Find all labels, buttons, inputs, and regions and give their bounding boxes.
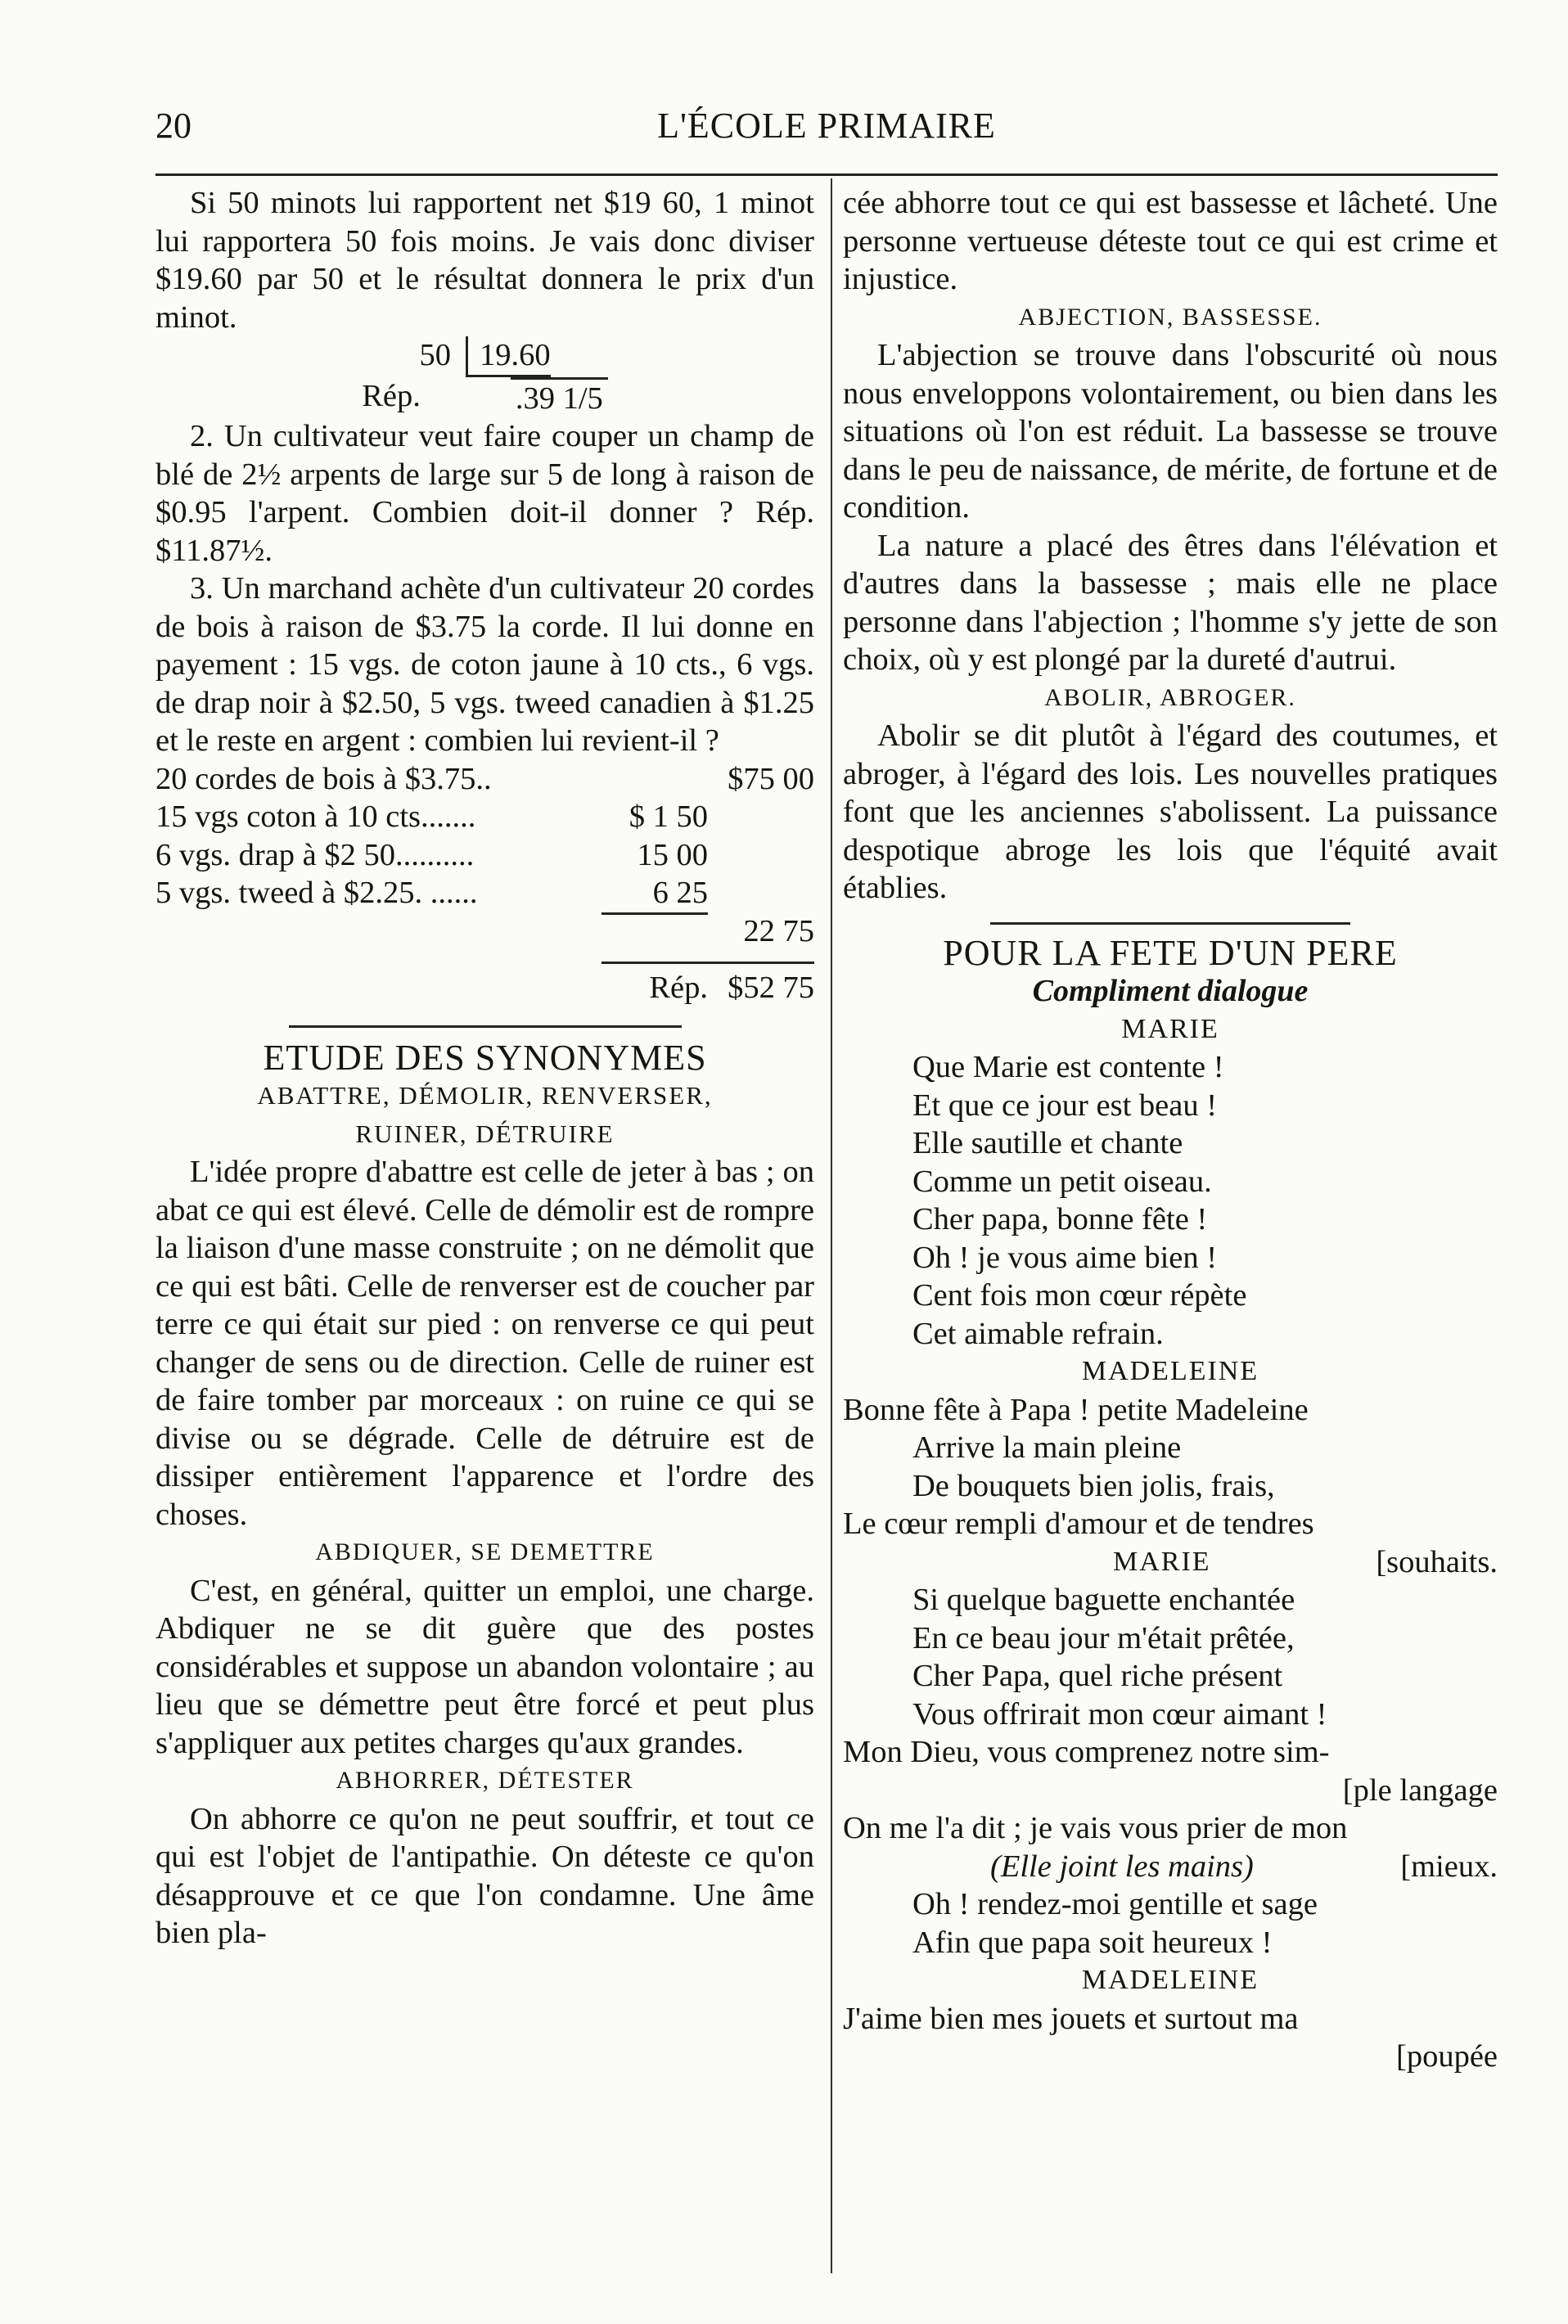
calc-row: 5 vgs. tweed à $2.25. ...... 6 25 xyxy=(155,876,708,910)
calc-subtotal: 22 75 xyxy=(155,912,814,951)
paragraph: cée abhorre tout ce qui est bassesse et lâcheté. Une personne vertueuse déteste tout ce qui est crime et injustice. xyxy=(843,186,1498,296)
rep-value: .39 1/5 xyxy=(511,377,608,418)
verse-line: Cher papa, bonne fête ! xyxy=(912,1202,1208,1236)
verse-line: De bouquets bien jolis, frais, xyxy=(912,1468,1275,1503)
verse-line: Comme un petit oiseau. xyxy=(912,1164,1212,1199)
verse-line: J'aime bien mes jouets et surtout ma xyxy=(843,2001,1299,2036)
verse-line: Cet aimable refrain. xyxy=(912,1316,1164,1351)
stanza-3 xyxy=(843,1581,1498,1961)
dividend: 19.60 xyxy=(466,336,551,377)
paragraph: L'abjection se trouve dans l'obscurité où nous nous enveloppons volontairement, ou bien dans les situations où l'on est réduit. La bassesse se trouve dans le peu de naissance, de mérite, de fortune et de condition. xyxy=(843,338,1498,525)
verse-line: Cher Papa, quel riche présent xyxy=(912,1659,1283,1693)
paragraph: C'est, en général, quitter un emploi, une charge. Abdiquer ne se dit guère que des postes considérables et suppose un abandon volontaire ; au lieu que se démettre peut être forcé et peut plus s'appliquer aux petites charges qu'aux grandes. xyxy=(155,1573,814,1760)
speaker-line xyxy=(843,1543,1498,1582)
verse-line: En ce beau jour m'était prêtée, xyxy=(912,1620,1295,1655)
verse-line: Que Marie est contente ! xyxy=(912,1050,1224,1084)
right-column xyxy=(843,184,1498,2076)
calc-row: 20 cordes de bois à $3.75.. $75 00 xyxy=(155,761,814,796)
synonym-heading: ABOLIR, ABROGER. xyxy=(1044,683,1296,711)
calc-row: 6 vgs. drap à $2 50.......... 15 00 xyxy=(155,837,708,872)
speaker-madeleine: MADELEINE xyxy=(1081,1965,1259,1995)
verse-line: Le cœur rempli d'amour et de tendres xyxy=(843,1507,1314,1541)
problem-3: 3. Un marchand achète d'un cultivateur 20 cordes de bois à raison de $3.75 la corde. Il lui donne en payement : 15 vgs. de coton jaune à 10 cts., 6 vgs. de drap noir à $2.50, 5 vgs. tweed canadien à $1.25 et le reste en argent : combien lui revient-il ? xyxy=(155,571,814,758)
paragraph: La nature a placé des êtres dans l'élévation et d'autres dans la bassesse ; mais elle ne place personne dans l'abjection ; l'homme s'y jette de son choix, où y est plongé par la dureté d'autrui. xyxy=(843,528,1498,677)
synonym-heading-cont: RUINER, DÉTRUIRE xyxy=(355,1119,615,1148)
verse-line: Bonne fête à Papa ! petite Madeleine xyxy=(843,1392,1309,1427)
division-result xyxy=(155,377,814,418)
synonym-heading: ABDIQUER, SE DEMETTRE xyxy=(315,1538,655,1565)
stage-direction: (Elle joint les mains) xyxy=(990,1849,1254,1884)
verse-line: Si quelque baguette enchantée xyxy=(912,1583,1295,1617)
header-rule xyxy=(155,173,1498,176)
divisor: 50 xyxy=(419,338,451,372)
verse-overflow: [ple langage xyxy=(1342,1772,1498,1808)
verse-line: Afin que papa soit heureux ! xyxy=(912,1925,1273,1960)
verse-overflow: [souhaits. xyxy=(1376,1544,1498,1579)
section-rule xyxy=(289,1025,682,1028)
verse-line: Mon Dieu, vous comprenez notre sim- xyxy=(843,1735,1330,1769)
verse-line: Arrive la main pleine xyxy=(912,1430,1182,1465)
verse-overflow: [mieux. xyxy=(1400,1849,1498,1884)
paragraph: L'idée propre d'abattre est celle de jeter à bas ; on abat ce qui est élevé. Celle de démolir est de rompre la liaison d'une masse construite ; on ne démolit que ce qui est bâti. Celle de renverser est de coucher par terre ce qui était sur pied : on renverse ce qui peut changer de sens ou de direction. Celle de ruiner est de faire tomber par morceaux : on ruine ce qui se divise ou se dégrade. Celle de détruire est de dissiper entièrement l'apparence et l'ordre des choses. xyxy=(155,1155,814,1532)
verse-line: Elle sautille et chante xyxy=(912,1126,1183,1160)
verse-line: Vous offrirait mon cœur aimant ! xyxy=(912,1696,1327,1732)
poem-title: POUR LA FETE D'UN PERE xyxy=(943,932,1398,973)
verse-line: On me l'a dit ; je vais vous prier de mon xyxy=(843,1811,1348,1845)
stanza-1 xyxy=(843,1048,1498,1353)
problem-2: 2. Un cultivateur veut faire couper un champ de blé de 2½ arpents de large sur 5 de long à raison de $0.95 l'arpent. Combien doit-il donner ? Rép. $11.87½. xyxy=(155,419,814,568)
speaker-madeleine: MADELEINE xyxy=(1081,1356,1259,1386)
paragraph: On abhorre ce qu'on ne peut souffrir, et tout ce qui est l'objet de l'antipathie. On déteste ce qu'on désapprouve et ce que l'on condamne. Une âme bien pla- xyxy=(155,1801,814,1950)
paragraph: Abolir se dit plutôt à l'égard des coutumes, et abroger, à l'égard des lois. Les nouvelles pratiques font que les anciennes s'abolissent. La puissance despotique abroge les lois que l'équité avait établies. xyxy=(843,718,1498,905)
column-divider xyxy=(831,178,832,2273)
paragraph: Si 50 minots lui rapportent net $19 60, 1 minot lui rapportera 50 fois moins. Je vais donc diviser $19.60 par 50 et le résultat donnera le prix d'un minot. xyxy=(155,186,814,335)
verse-line: Cent fois mon cœur répète xyxy=(912,1278,1247,1313)
verse-line: Et que ce jour est beau ! xyxy=(912,1088,1218,1123)
synonym-heading: ABHORRER, DÉTESTER xyxy=(336,1767,634,1794)
section-title: ETUDE DES SYNONYMES xyxy=(263,1037,707,1078)
verse-line: Oh ! je vous aime bien ! xyxy=(912,1240,1218,1275)
division-setup xyxy=(155,336,814,377)
stage-direction-line xyxy=(843,1848,1498,1886)
running-title: L'ÉCOLE PRIMAIRE xyxy=(657,106,996,146)
verse-overflow: [poupée xyxy=(1396,2039,1498,2074)
calc-row: 15 vgs coton à 10 cts....... $ 1 50 xyxy=(155,799,708,834)
speaker-marie: MARIE xyxy=(1113,1546,1211,1577)
speaker-marie: MARIE xyxy=(1121,1013,1219,1044)
synonym-heading: ABJECTION, BASSESSE. xyxy=(1018,303,1322,331)
synonym-heading: ABATTRE, DÉMOLIR, RENVERSER, xyxy=(257,1081,713,1110)
stanza-2 xyxy=(843,1391,1498,1543)
calc-rule xyxy=(602,962,814,964)
poem-subtitle: Compliment dialogue xyxy=(1032,974,1309,1008)
verse-line: Oh ! rendez-moi gentille et sage xyxy=(912,1887,1318,1921)
left-column xyxy=(155,184,814,1952)
page-number: 20 xyxy=(155,106,191,146)
calc-total: Rép. $52 75 xyxy=(649,971,814,1005)
rep-label: Rép. xyxy=(362,378,421,413)
section-rule xyxy=(990,922,1350,925)
calculation-table xyxy=(155,760,814,1007)
page-header xyxy=(155,105,1498,162)
